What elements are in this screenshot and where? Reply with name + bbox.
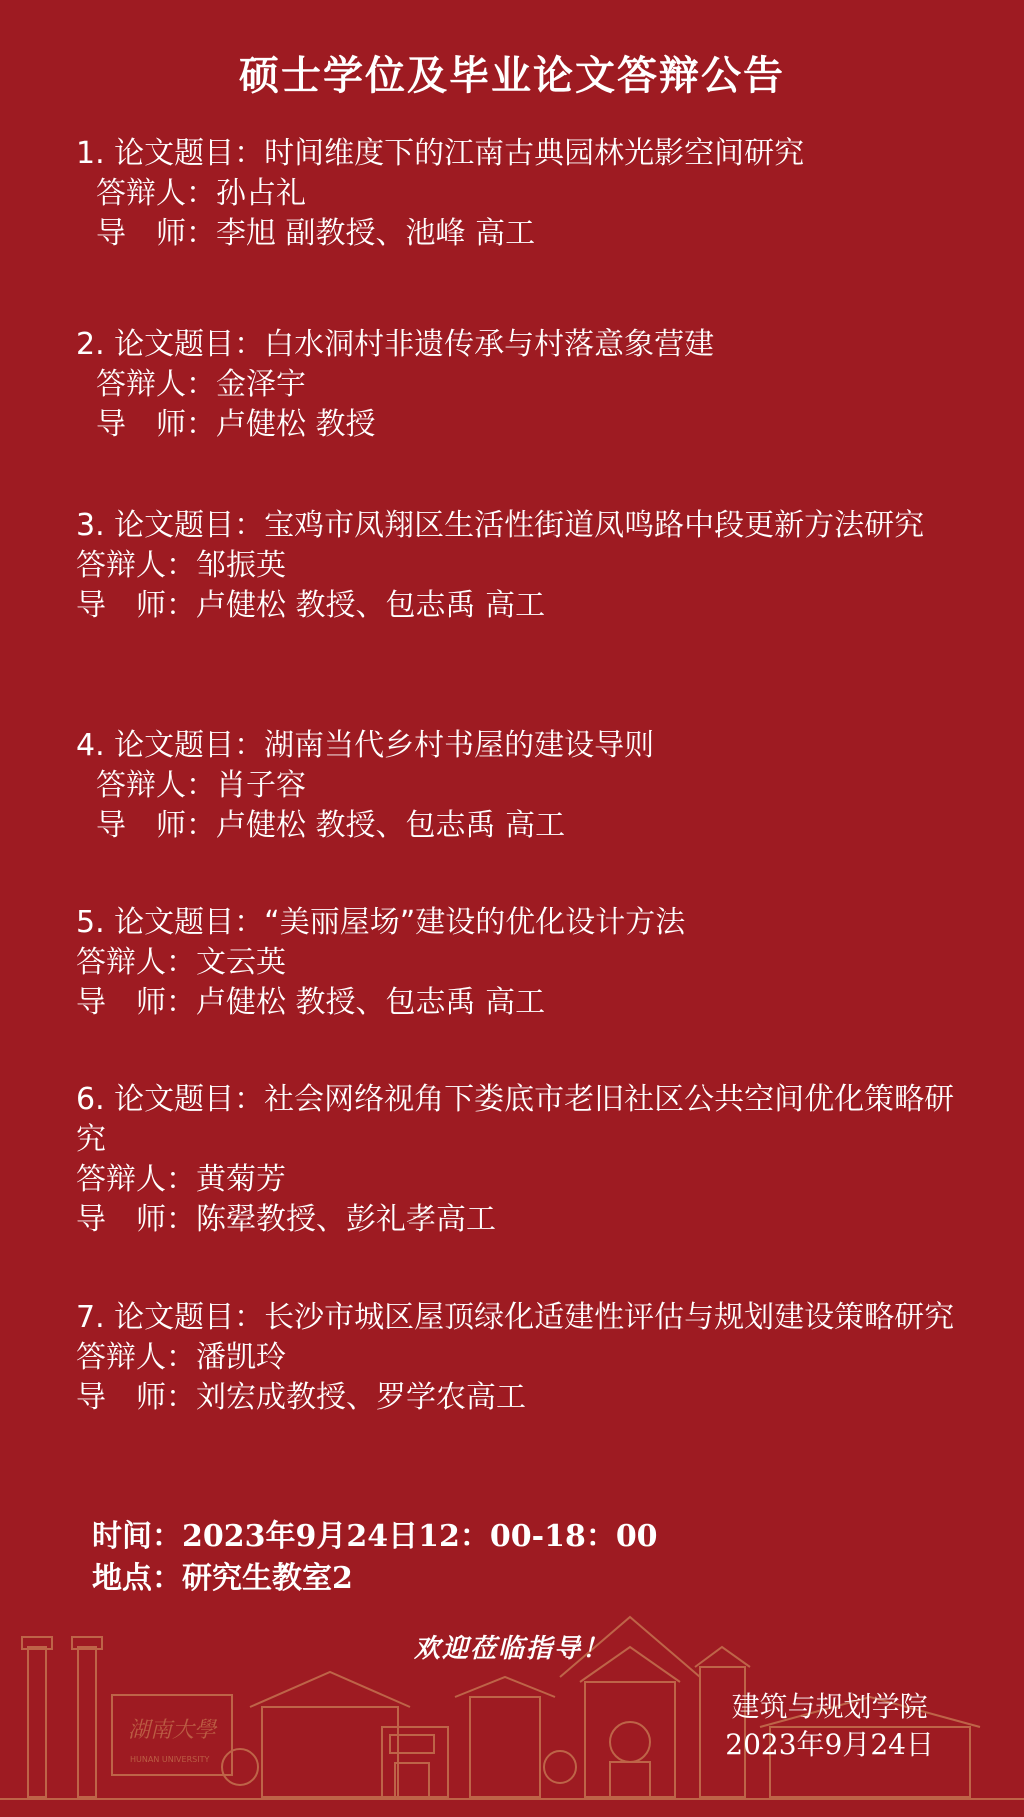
thesis-defender: 答辩人：潘凯玲 bbox=[76, 1340, 286, 1375]
thesis-advisor: 导 师：李旭 副教授、池峰 高工 bbox=[96, 216, 536, 251]
thesis-defender: 答辩人：文云英 bbox=[76, 945, 286, 980]
thesis-advisor: 导 师：刘宏成教授、罗学农高工 bbox=[76, 1380, 526, 1415]
thesis-advisor: 导 师：卢健松 教授 bbox=[96, 407, 376, 442]
thesis-defender: 答辩人：孙占礼 bbox=[96, 176, 306, 211]
welcome-text: 欢迎莅临指导！ bbox=[413, 1634, 610, 1664]
page-title: 硕士学位及毕业论文答辩公告 bbox=[239, 53, 785, 99]
thesis-topic: 5. 论文题目：“美丽屋场”建设的优化设计方法 bbox=[76, 905, 686, 940]
thesis-entry-6 bbox=[76, 1080, 976, 1240]
school-name: 建筑与规划学院 bbox=[731, 1690, 928, 1723]
thesis-entry-4 bbox=[76, 726, 976, 846]
thesis-entry-2 bbox=[76, 325, 976, 445]
thesis-defender: 答辩人：邹振英 bbox=[76, 548, 286, 583]
university-logo-text: 湖南大學 bbox=[128, 1718, 217, 1743]
announcement-date: 2023年9月24日 bbox=[725, 1728, 934, 1761]
defense-time: 时间：2023年9月24日12：00-18：00 bbox=[92, 1519, 658, 1554]
thesis-entry-7 bbox=[76, 1298, 976, 1418]
thesis-advisor: 导 师：陈翚教授、彭礼孝高工 bbox=[76, 1202, 496, 1237]
pavilion bbox=[470, 1697, 540, 1797]
thesis-topic: 1. 论文题目：时间维度下的江南古典园林光影空间研究 bbox=[76, 136, 805, 171]
footer-signature bbox=[725, 1688, 934, 1764]
column-icon bbox=[78, 1647, 96, 1797]
university-logo-subtext: HUNAN UNIVERSITY bbox=[130, 1755, 210, 1764]
thesis-topic: 4. 论文题目：湖南当代乡村书屋的建设导则 bbox=[76, 728, 655, 763]
thesis-advisor: 导 师：卢健松 教授、包志禹 高工 bbox=[76, 985, 546, 1020]
thesis-topic: 3. 论文题目：宝鸡市凤翔区生活性街道凤鸣路中段更新方法研究 bbox=[76, 508, 925, 543]
thesis-topic: 7. 论文题目：长沙市城区屋顶绿化适建性评估与规划建设策略研究 bbox=[76, 1300, 955, 1335]
thesis-defender: 答辩人：黄菊芳 bbox=[76, 1162, 286, 1197]
thesis-advisor: 导 师：卢健松 教授、包志禹 高工 bbox=[76, 588, 546, 623]
thesis-entry-5 bbox=[76, 903, 976, 1023]
column-icon bbox=[28, 1647, 46, 1797]
thesis-defender: 答辩人：肖子容 bbox=[96, 768, 306, 803]
thesis-defender: 答辩人：金泽宇 bbox=[96, 367, 306, 402]
thesis-topic: 2. 论文题目：白水洞村非遗传承与村落意象营建 bbox=[76, 327, 715, 362]
thesis-entry-1 bbox=[76, 134, 976, 254]
defense-place: 地点：研究生教室2 bbox=[92, 1561, 353, 1596]
thesis-entry-3 bbox=[76, 506, 976, 626]
thesis-topic: 6. 论文题目：社会网络视角下娄底市老旧社区公共空间优化策略研究 bbox=[76, 1082, 955, 1157]
thesis-advisor: 导 师：卢健松 教授、包志禹 高工 bbox=[96, 808, 566, 843]
main-hall bbox=[262, 1707, 398, 1797]
